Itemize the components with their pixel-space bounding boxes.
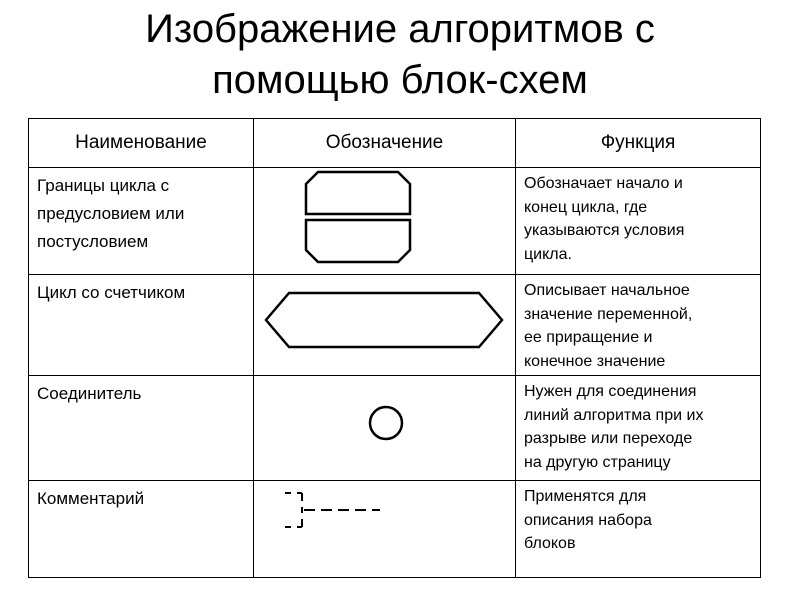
comment-symbol [254,481,516,577]
function-cell [516,376,761,481]
header-name: Наименование [29,119,254,168]
function-line: разрыве или переходе [524,430,693,447]
function-line: блоков [524,535,576,552]
counter-loop-symbol [254,275,516,375]
function-line: описания набора [524,511,652,529]
comment-bracket [285,493,302,527]
function-line: цикла. [524,245,572,263]
table-row [29,376,761,481]
symbol-cell [254,168,516,275]
name-line: Границы цикла с [37,176,170,195]
name-line: Цикл со счетчиком [37,283,186,302]
function-line: Обозначает начало и [524,175,683,192]
loop-start-shape [306,172,410,214]
function-line: линий алгоритма при их [524,406,704,424]
table-row [29,168,761,275]
symbol-cell [254,481,516,578]
name-cell [29,168,254,275]
connector-circle [370,407,402,439]
function-cell [516,275,761,376]
function-line: значение переменной, [524,305,693,323]
page-title-line-1: Изображение алгоритмов с [145,7,655,51]
connector-symbol [254,376,516,480]
function-cell [516,481,761,578]
function-line: конечное значение [524,352,666,370]
table-header-row [29,119,761,168]
function-line: Нужен для соединения [524,383,697,400]
name-line: постусловием [37,232,149,251]
function-line: ее приращение и [524,329,653,346]
table-row [29,481,761,578]
loop-boundary-symbol [254,168,516,274]
flowchart-symbols-table [28,118,761,578]
symbol-cell [254,376,516,481]
counter-loop-shape [266,293,502,347]
name-cell [29,481,254,578]
name-line: Комментарий [37,489,145,508]
header-function: Функция [516,119,761,168]
function-line: Описывает начальное [524,282,690,299]
function-line: указываются условия [524,222,685,239]
page-title [0,4,800,106]
header-symbol: Обозначение [254,119,516,168]
function-line: на другую страницу [524,453,671,471]
name-cell [29,275,254,376]
name-line: предусловием или [37,204,185,223]
function-cell [516,168,761,275]
function-line: Применятся для [524,488,647,505]
name-line: Соединитель [37,384,142,403]
loop-end-shape [306,220,410,262]
page-title-line-2: помощью блок-схем [212,58,588,102]
name-cell [29,376,254,481]
function-line: конец цикла, где [524,198,648,216]
table-row [29,275,761,376]
symbol-cell [254,275,516,376]
